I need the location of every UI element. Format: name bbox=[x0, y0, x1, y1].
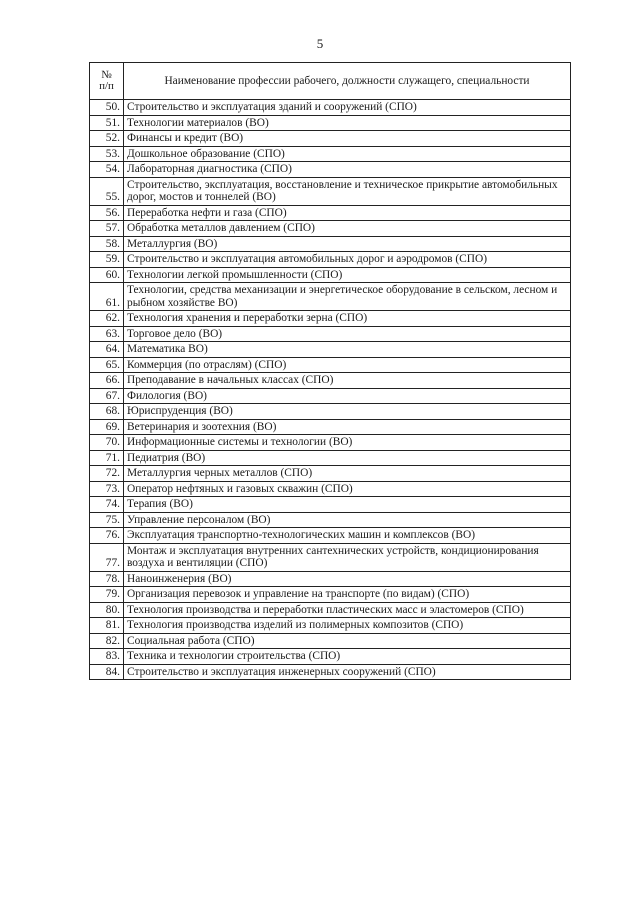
table-row bbox=[90, 115, 571, 131]
table-row bbox=[90, 252, 571, 268]
row-number: 63. bbox=[90, 326, 124, 342]
table-row bbox=[90, 664, 571, 680]
row-number: 68. bbox=[90, 404, 124, 420]
row-profession-name: Преподавание в начальных классах (СПО) bbox=[124, 373, 571, 389]
table-row bbox=[90, 311, 571, 327]
row-number: 81. bbox=[90, 618, 124, 634]
row-number: 66. bbox=[90, 373, 124, 389]
row-number: 78. bbox=[90, 571, 124, 587]
row-number: 75. bbox=[90, 512, 124, 528]
row-profession-name: Технологии, средства механизации и энергетическое оборудование в сельском, лесном и рыбном хозяйстве ВО) bbox=[124, 283, 571, 311]
table-row bbox=[90, 267, 571, 283]
row-profession-name: Информационные системы и технологии (ВО) bbox=[124, 435, 571, 451]
row-number: 64. bbox=[90, 342, 124, 358]
row-profession-name: Технология производства и переработки пластических масс и эластомеров (СПО) bbox=[124, 602, 571, 618]
row-number: 82. bbox=[90, 633, 124, 649]
row-number: 83. bbox=[90, 649, 124, 665]
row-profession-name: Управление персоналом (ВО) bbox=[124, 512, 571, 528]
row-profession-name: Педиатрия (ВО) bbox=[124, 450, 571, 466]
table-row bbox=[90, 236, 571, 252]
table-row bbox=[90, 497, 571, 513]
page-number: 5 bbox=[316, 36, 324, 51]
row-number: 57. bbox=[90, 221, 124, 237]
row-profession-name: Социальная работа (СПО) bbox=[124, 633, 571, 649]
row-profession-name: Терапия (ВО) bbox=[124, 497, 571, 513]
row-profession-name: Технологии материалов (ВО) bbox=[124, 115, 571, 131]
row-number: 53. bbox=[90, 146, 124, 162]
row-number: 52. bbox=[90, 131, 124, 147]
row-number: 61. bbox=[90, 283, 124, 311]
table-row bbox=[90, 618, 571, 634]
table-row bbox=[90, 435, 571, 451]
row-profession-name: Строительство и эксплуатация автомобильных дорог и аэродромов (СПО) bbox=[124, 252, 571, 268]
row-number: 77. bbox=[90, 543, 124, 571]
row-profession-name: Строительство и эксплуатация инженерных сооружений (СПО) bbox=[124, 664, 571, 680]
table-header-row bbox=[90, 63, 571, 100]
row-profession-name: Наноинженерия (ВО) bbox=[124, 571, 571, 587]
row-number: 79. bbox=[90, 587, 124, 603]
row-profession-name: Строительство и эксплуатация зданий и сооружений (СПО) bbox=[124, 100, 571, 116]
row-number: 50. bbox=[90, 100, 124, 116]
table-row bbox=[90, 602, 571, 618]
column-header-number-sign: № bbox=[101, 69, 112, 81]
row-profession-name: Металлургия (ВО) bbox=[124, 236, 571, 252]
table-row bbox=[90, 373, 571, 389]
row-profession-name: Дошкольное образование (СПО) bbox=[124, 146, 571, 162]
row-number: 62. bbox=[90, 311, 124, 327]
row-profession-name: Обработка металлов давлением (СПО) bbox=[124, 221, 571, 237]
row-profession-name: Торговое дело (ВО) bbox=[124, 326, 571, 342]
table-row bbox=[90, 512, 571, 528]
column-header-number bbox=[90, 63, 124, 100]
row-number: 60. bbox=[90, 267, 124, 283]
row-profession-name: Монтаж и эксплуатация внутренних сантехнических устройств, кондиционирования воздуха и вентиляции (СПО) bbox=[124, 543, 571, 571]
table-row bbox=[90, 326, 571, 342]
table-row bbox=[90, 633, 571, 649]
row-profession-name: Техника и технологии строительства (СПО) bbox=[124, 649, 571, 665]
table-row bbox=[90, 162, 571, 178]
row-profession-name: Филология (ВО) bbox=[124, 388, 571, 404]
row-profession-name: Математика ВО) bbox=[124, 342, 571, 358]
table-row bbox=[90, 649, 571, 665]
column-header-number-abbr: п/п bbox=[99, 80, 114, 92]
row-profession-name: Эксплуатация транспортно-технологических машин и комплексов (ВО) bbox=[124, 528, 571, 544]
row-number: 69. bbox=[90, 419, 124, 435]
table-row bbox=[90, 481, 571, 497]
table-row bbox=[90, 404, 571, 420]
row-profession-name: Оператор нефтяных и газовых скважин (СПО) bbox=[124, 481, 571, 497]
table-row bbox=[90, 357, 571, 373]
column-header-name: Наименование профессии рабочего, должности служащего, специальности bbox=[124, 63, 571, 100]
row-number: 70. bbox=[90, 435, 124, 451]
row-number: 55. bbox=[90, 177, 124, 205]
table-row bbox=[90, 587, 571, 603]
table-row bbox=[90, 528, 571, 544]
row-profession-name: Металлургия черных металлов (СПО) bbox=[124, 466, 571, 482]
row-profession-name: Технология хранения и переработки зерна (СПО) bbox=[124, 311, 571, 327]
row-profession-name: Коммерция (по отраслям) (СПО) bbox=[124, 357, 571, 373]
table-row bbox=[90, 221, 571, 237]
row-number: 65. bbox=[90, 357, 124, 373]
row-number: 56. bbox=[90, 205, 124, 221]
table-row bbox=[90, 131, 571, 147]
row-profession-name: Финансы и кредит (ВО) bbox=[124, 131, 571, 147]
row-number: 76. bbox=[90, 528, 124, 544]
row-number: 51. bbox=[90, 115, 124, 131]
row-number: 58. bbox=[90, 236, 124, 252]
table-row bbox=[90, 543, 571, 571]
row-number: 71. bbox=[90, 450, 124, 466]
table-row bbox=[90, 146, 571, 162]
row-profession-name: Ветеринария и зоотехния (ВО) bbox=[124, 419, 571, 435]
row-number: 74. bbox=[90, 497, 124, 513]
table-row bbox=[90, 342, 571, 358]
row-profession-name: Технология производства изделий из полимерных композитов (СПО) bbox=[124, 618, 571, 634]
table-row bbox=[90, 419, 571, 435]
row-profession-name: Строительство, эксплуатация, восстановление и техническое прикрытие автомобильных дорог, мостов и тоннелей (ВО) bbox=[124, 177, 571, 205]
row-number: 72. bbox=[90, 466, 124, 482]
row-number: 54. bbox=[90, 162, 124, 178]
table-row bbox=[90, 177, 571, 205]
row-number: 59. bbox=[90, 252, 124, 268]
row-profession-name: Лабораторная диагностика (СПО) bbox=[124, 162, 571, 178]
row-profession-name: Юриспруденция (ВО) bbox=[124, 404, 571, 420]
row-number: 84. bbox=[90, 664, 124, 680]
row-number: 67. bbox=[90, 388, 124, 404]
table-row bbox=[90, 450, 571, 466]
table-row bbox=[90, 466, 571, 482]
row-profession-name: Организация перевозок и управление на транспорте (по видам) (СПО) bbox=[124, 587, 571, 603]
row-profession-name: Технологии легкой промышленности (СПО) bbox=[124, 267, 571, 283]
table-row bbox=[90, 571, 571, 587]
row-number: 80. bbox=[90, 602, 124, 618]
table-row bbox=[90, 388, 571, 404]
row-number: 73. bbox=[90, 481, 124, 497]
table-row bbox=[90, 100, 571, 116]
table-row bbox=[90, 205, 571, 221]
professions-table bbox=[89, 62, 571, 680]
table-body bbox=[90, 100, 571, 680]
row-profession-name: Переработка нефти и газа (СПО) bbox=[124, 205, 571, 221]
table-row bbox=[90, 283, 571, 311]
